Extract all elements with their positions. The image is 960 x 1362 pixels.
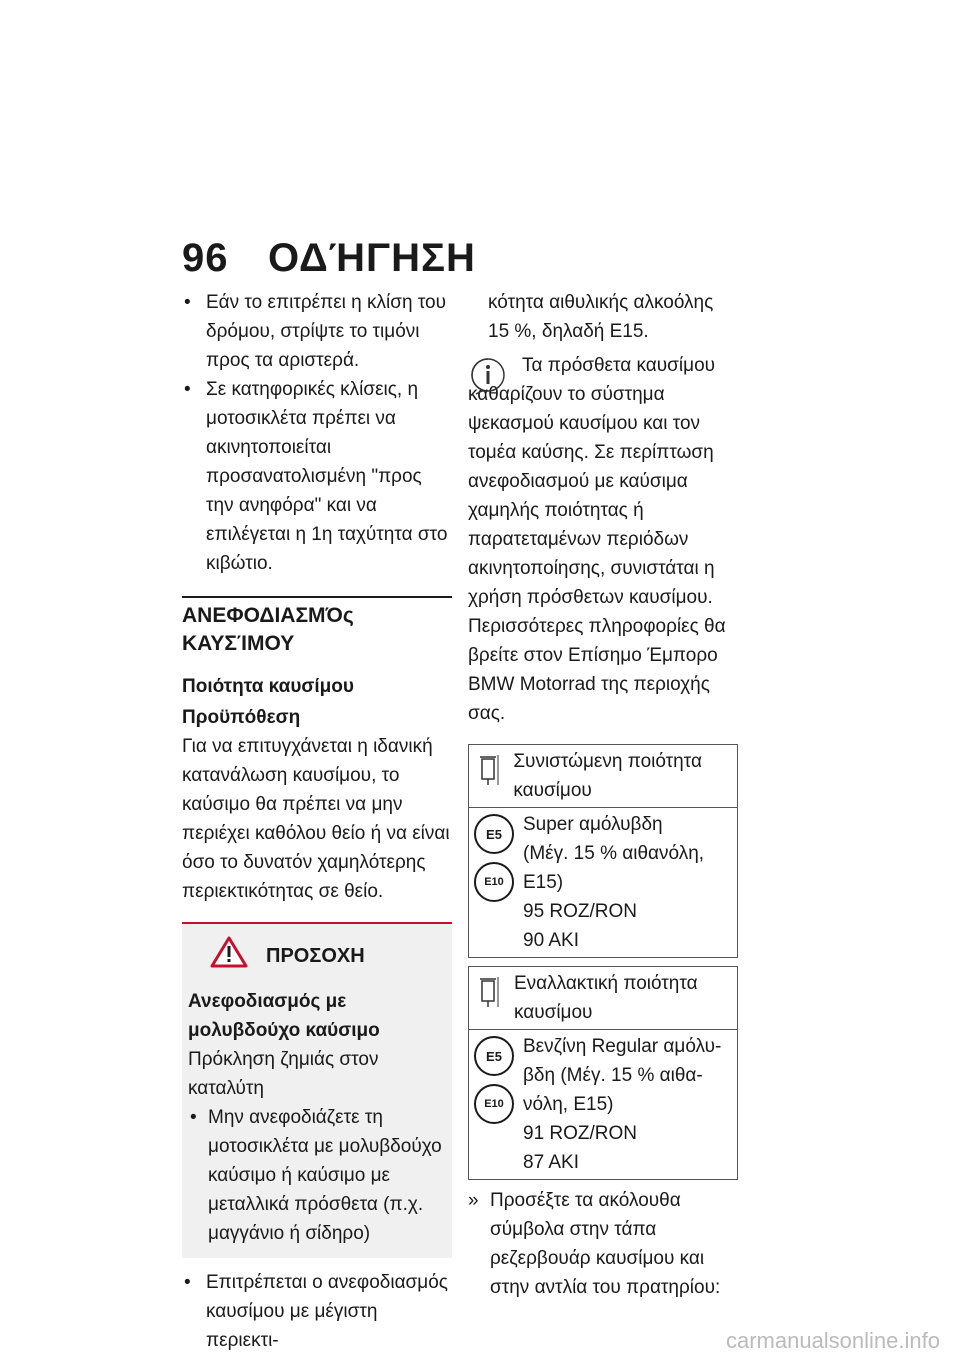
page-number: 96: [182, 236, 229, 280]
section-title: ΑΝΕΦΟΔΙΑΣΜΌς ΚΑΥΣΊΜΟΥ: [182, 604, 354, 655]
fuel-table-header-row: [469, 967, 737, 1030]
info-text: Τα πρόσθετα καυσίμου καθαρίζουν το σύστημα ψεκασμού καυσίμου και τον τομέα καύσης. Σε περίπτωση ανεφοδιασμού με καύσιμα χαμηλής ποιότητας ή παρατεταμένων περιόδων ακινητοποίησης, συνιστάται η χρήση πρόσθετων καυσίμου. Περισσότερες πληροφορίες θα βρείτε στον Επίσημο Έμπορο BMW Motorrad της περιοχής σας.: [468, 355, 726, 724]
fuel-table-values: [519, 808, 708, 957]
paragraph: Για να επιτυγχάνεται η ιδανική κατανάλωση καυσίμου, το καύσιμο θα πρέπει να μην περιέχει καθόλου θείο ή να είναι όσο το δυνατόν χαμηλότερης περιεκτικότητας σε θείο.: [182, 736, 450, 902]
warning-box: [182, 922, 452, 1258]
fuel-line: E15): [523, 872, 564, 893]
warning-text: Πρόκληση ζημιάς στον καταλύτη: [188, 1049, 379, 1099]
fuel-badges: [469, 808, 519, 957]
e5-icon: E5: [474, 814, 514, 854]
bullet-item: • Επιτρέπεται ο ανεφοδιασμός καυσίμου με μέγιστη περιεκτι-: [182, 1268, 452, 1355]
page-title: ΟΔΉΓΗΣΗ: [268, 236, 476, 280]
fuel-line: 95 ROZ/RON: [523, 901, 638, 922]
page-header: [182, 236, 476, 281]
warning-title: ΠΡΟΣΟΧΗ: [266, 945, 365, 967]
left-column: [182, 288, 452, 1355]
fuel-line: Βενζίνη Regular αμόλυ-: [523, 1036, 722, 1057]
warning-header: [188, 936, 442, 977]
subsection-title: Προϋπόθεση: [182, 707, 301, 728]
fuel-line: 87 AKI: [523, 1152, 579, 1173]
e5-icon: E5: [474, 1036, 514, 1076]
fuel-line: 91 ROZ/RON: [523, 1123, 638, 1144]
watermark-text: carmanualsonline.info: [725, 1328, 940, 1353]
fuel-pump-icon: [469, 745, 509, 807]
fuel-table-title: Εναλλακτική ποιότητα καυσίμου: [513, 973, 698, 1023]
fuel-line: βδη (Μέγ. 15 % αιθα-: [523, 1065, 703, 1086]
section-divider: [182, 596, 452, 658]
fuel-table-value-row: [469, 808, 737, 957]
subsection-title: Ποιότητα καυσίμου: [182, 676, 354, 697]
fuel-line: νόλη, E15): [523, 1094, 614, 1115]
fuel-table-title: Συνιστώμενη ποιότητα καυσίμου: [513, 751, 702, 801]
fuel-line: 90 AKI: [523, 930, 579, 951]
warning-bullet: • Μην ανεφοδιάζετε τη μοτοσικλέτα με μολυβδούχο καύσιμο ή καύσιμο με μεταλλικά πρόσθετα (π.χ. μαγγάνιο ή σίδηρο): [188, 1103, 442, 1248]
e10-icon: E10: [474, 1084, 514, 1124]
info-icon: [468, 356, 508, 405]
warning-triangle-icon: [210, 936, 248, 977]
bullet-item: • Σε κατηφορικές κλίσεις, η μοτοσικλέτα πρέπει να ακινητοποιείται προσανατολισμένη "προς την ανηφόρα" και να επιλέγεται η 1η ταχύτητα στο κιβώτιο.: [182, 375, 452, 578]
fuel-badges: [469, 1030, 519, 1179]
fuel-line: (Μέγ. 15 % αιθανόλη,: [523, 843, 705, 864]
fuel-table-values: [519, 1030, 725, 1179]
instruction-step: » Προσέξτε τα ακόλουθα σύμβολα στην τάπα ρεζερβουάρ καυσίμου και στην αντλία του πρατηρίου:: [468, 1186, 736, 1302]
e10-icon: E10: [474, 862, 514, 902]
right-column: [468, 288, 736, 1302]
fuel-line: Super αμόλυβδη: [523, 814, 663, 835]
warning-heading: Ανεφοδιασμός με μολυβδούχο καύσιμο: [188, 991, 380, 1041]
fuel-table-recommended: [468, 744, 738, 958]
fuel-table-value-row: [469, 1030, 737, 1179]
fuel-table-alternative: [468, 966, 738, 1180]
fuel-table-header-row: [469, 745, 737, 808]
bullet-item: • Εάν το επιτρέπει η κλίση του δρόμου, στρίψτε το τιμόνι προς τα αριστερά.: [182, 288, 452, 375]
continuation-text: κότητα αιθυλικής αλκοόλης 15 %, δηλαδή E15.: [488, 292, 714, 342]
fuel-pump-icon: [469, 967, 510, 1029]
